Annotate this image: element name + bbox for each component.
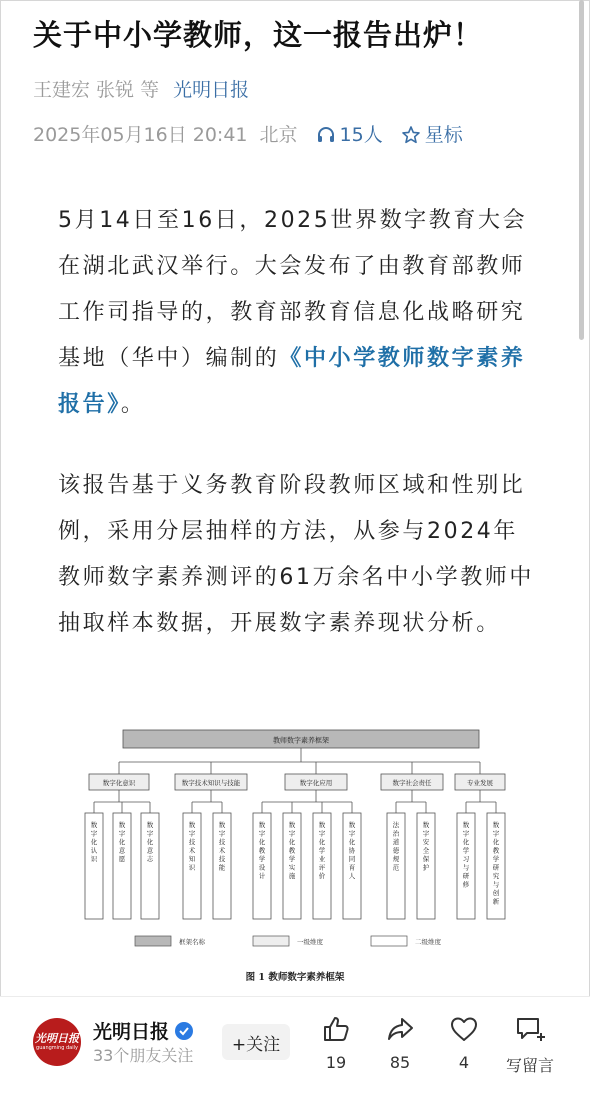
- article-title: 关于中小学教师，这一报告出炉！: [33, 18, 484, 52]
- star-button[interactable]: [401, 122, 463, 148]
- follow-button[interactable]: +关注: [222, 1024, 290, 1060]
- level2-label: 数字技术技能: [218, 821, 226, 872]
- level2-label: 数字安全保护: [422, 821, 430, 872]
- share-count: 85: [389, 1053, 411, 1072]
- star-icon: [401, 125, 421, 145]
- legend-swatch: [253, 936, 289, 946]
- followers-count: 33个朋友关注: [93, 1046, 194, 1065]
- logo-text: 光明日报: [35, 1031, 79, 1045]
- level1-label: 数字化应用: [299, 779, 333, 787]
- legend-label: 二级维度: [415, 938, 441, 946]
- level2-label: 数字化教学实施: [288, 821, 296, 880]
- level2-label: 数字化意愿: [118, 821, 126, 863]
- thumbs-up-icon: [321, 1014, 351, 1044]
- level2-label: 数字化教学研究与创新: [492, 821, 500, 906]
- level2-label: 法治道德规范: [392, 821, 400, 872]
- bottom-bar: [0, 996, 590, 1097]
- legend-swatch: [371, 936, 407, 946]
- report-link[interactable]: 《中小学教师数字素养报告》: [58, 346, 526, 417]
- share-button[interactable]: [370, 1013, 430, 1072]
- account-name: 光明日报: [93, 1021, 170, 1043]
- favorite-button[interactable]: [434, 1013, 494, 1072]
- location: 北京: [259, 124, 298, 146]
- verified-icon: [175, 1022, 193, 1040]
- paragraph-1-prefix: 5月14日至16日，2025世界数字教育大会在湖北武汉举行。大会发布了由教育部教师工作司指导的，教育部教育信息化战略研究基地（华中）编制的: [58, 208, 528, 371]
- byline: [33, 77, 249, 103]
- listener-count: 15人: [339, 124, 383, 146]
- level1-label: 数字社会责任: [392, 779, 432, 787]
- level2-label: 数字化意志: [146, 821, 154, 863]
- legend-swatch: [135, 936, 171, 946]
- article-meta: [33, 122, 463, 148]
- paragraph-2: 该报告基于义务教育阶段教师区域和性别比例，采用分层抽样的方法，从参与2024年教师数字素养测评的61万余名中小学教师中抽取样本数据，开展数字素养现状分析。: [58, 473, 534, 636]
- headphones-icon: [316, 125, 336, 145]
- comment-icon: [514, 1014, 546, 1044]
- authors: 王建宏 张锐 等: [33, 79, 160, 101]
- source-link[interactable]: 光明日报: [173, 79, 250, 101]
- logo-subtext: guangming daily: [36, 1044, 78, 1051]
- level2-label: 数字技术知识: [188, 821, 196, 872]
- legend-label: 框架名称: [179, 938, 205, 946]
- account-name-row[interactable]: [93, 1017, 193, 1044]
- publish-datetime: 2025年05月16日 20:41: [33, 124, 248, 146]
- root-label: 教师数字素养框架: [273, 736, 329, 745]
- framework-figure[interactable]: [57, 718, 533, 994]
- framework-diagram: [57, 718, 533, 994]
- listen-button[interactable]: [316, 122, 383, 148]
- level2-label: 数字化认识: [90, 821, 98, 863]
- level1-label: 专业发展: [467, 779, 493, 787]
- level1-label: 数字化意识: [102, 779, 136, 787]
- legend-label: 一级维度: [297, 938, 323, 946]
- paragraph-1: [58, 198, 534, 428]
- share-icon: [385, 1014, 415, 1044]
- like-count: 19: [325, 1053, 347, 1072]
- level2-label: 数字化教学设计: [258, 821, 266, 880]
- level2-label: 数字化学习与研修: [462, 821, 470, 889]
- level2-label: 数字化学业评价: [318, 821, 326, 880]
- level2-label: 数字化协同育人: [348, 821, 356, 880]
- star-label: 星标: [424, 124, 463, 146]
- figure-caption: 图 1 教师数字素养框架: [245, 972, 345, 983]
- account-logo[interactable]: [33, 1018, 81, 1066]
- comment-label: 写留言: [505, 1056, 554, 1075]
- favorite-count: 4: [458, 1053, 470, 1072]
- level1-label: 数字技术知识与技能: [181, 779, 241, 787]
- heart-icon: [449, 1014, 479, 1044]
- like-button[interactable]: [306, 1013, 366, 1072]
- scrollbar[interactable]: [579, 0, 584, 340]
- comment-button[interactable]: [500, 1013, 560, 1076]
- paragraph-1-suffix: 。: [120, 392, 146, 417]
